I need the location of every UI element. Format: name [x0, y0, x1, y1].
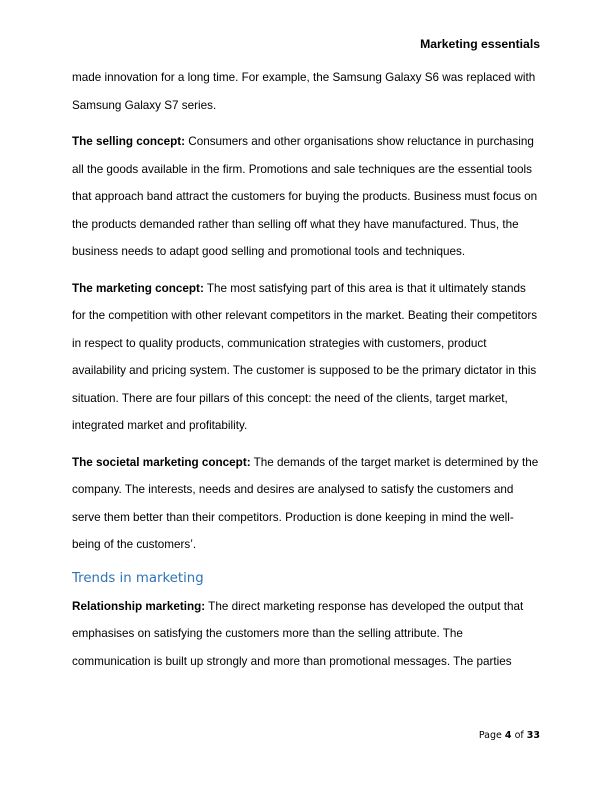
paragraph-text-marketing-concept: The most satisfying part of this area is that it ultimately stands for the competition with other relevant competitors in the market. Beating their competitors in respect to quality products, communication strategies with customers, product availability and pricing system. The customer is supposed to be the primary dictator in this situation. There are four pillars of this concept: the need of the clients, target market, integrated market and profitability.: [72, 281, 538, 432]
paragraph-relationship-marketing: [72, 593, 542, 676]
paragraph-lead-relationship-marketing: Relationship marketing:: [72, 599, 206, 613]
total-pages: 33: [526, 730, 540, 741]
page-header-title: Marketing essentials: [420, 37, 540, 51]
paragraph-text-societal-marketing-concept: The demands of the target market is determined by the company. The interests, needs and desires are analysed to satisfy the customers and serve them better than their competitors. Production is done keeping in mind the well-being of the customers’.: [72, 455, 539, 551]
document-body: [72, 64, 542, 684]
paragraph-samsung-example: [72, 64, 542, 119]
paragraph-selling-concept: [72, 128, 542, 266]
page-footer: [479, 729, 540, 742]
paragraph-text: made innovation for a long time. For example, the Samsung Galaxy S6 was replaced with Samsung Galaxy S7 series.: [72, 71, 536, 112]
paragraph-text-selling-concept: Consumers and other organisations show reluctance in purchasing all the goods available in the firm. Promotions and sale techniques are the essential tools that approach band attract the customers for buying the products. Business must focus on the products demanded rather than selling off what they have manufactured. Thus, the business needs to adapt good selling and promotional tools and techniques.: [72, 135, 538, 258]
paragraph-lead-societal-marketing-concept: The societal marketing concept:: [72, 455, 251, 469]
paragraph-lead-marketing-concept: The marketing concept:: [72, 281, 204, 295]
paragraph-text-relationship-marketing: The direct marketing response has developed the output that emphasises on satisfying the customers more than the selling attribute. The communication is built up strongly and more than promotional messages. The parties: [72, 599, 524, 668]
page-label: Page: [478, 730, 502, 741]
paragraph-lead-selling-concept: The selling concept:: [72, 135, 185, 148]
page-number: 4: [504, 730, 512, 741]
paragraph-societal-marketing-concept: [72, 449, 542, 559]
paragraph-marketing-concept: [72, 275, 542, 440]
of-label: of: [514, 730, 524, 741]
section-heading-trends: Trends in marketing: [72, 570, 204, 586]
